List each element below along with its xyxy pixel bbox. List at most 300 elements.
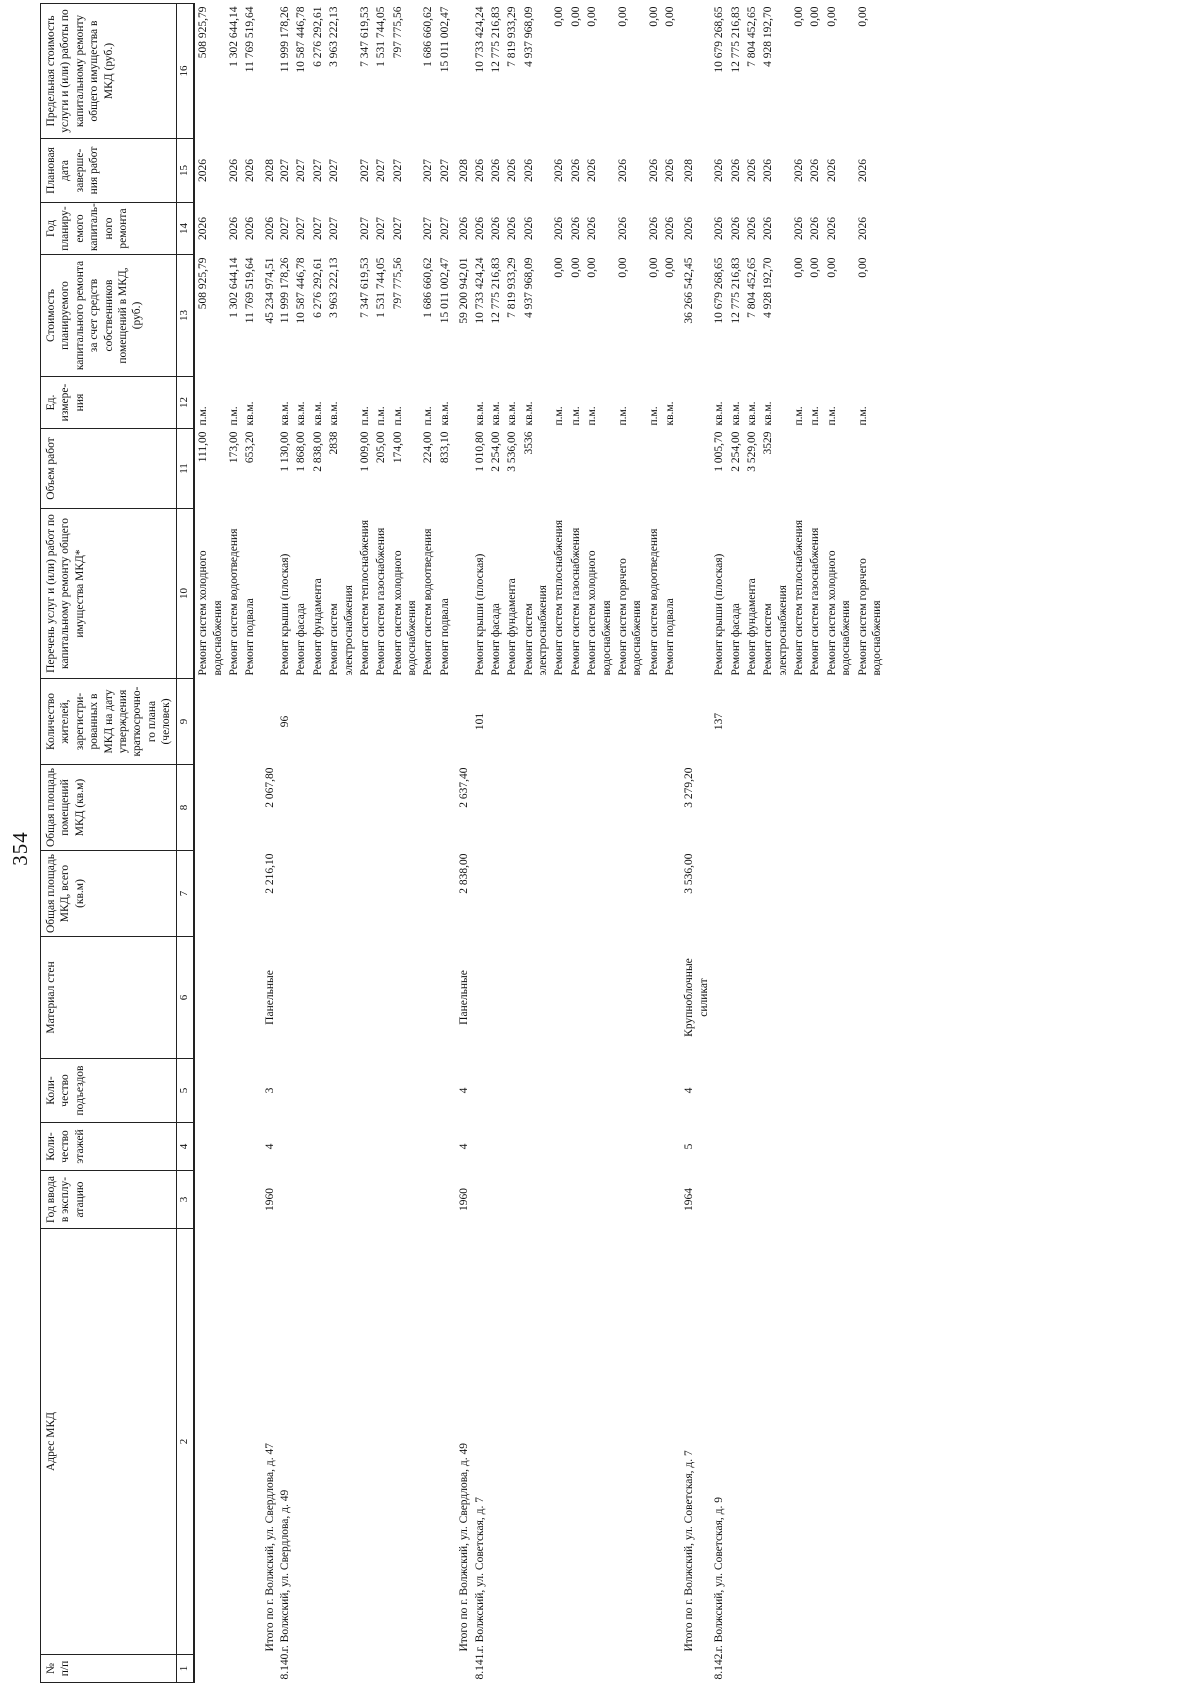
unit-cell	[259, 377, 278, 429]
work-volume-cell: 2838	[328, 431, 341, 455]
work-volume-cell: 2 254,00	[489, 431, 502, 472]
total-area-cell	[420, 851, 436, 937]
table-row	[551, 4, 567, 1683]
entrances-cell	[791, 1059, 807, 1123]
wall-material-cell	[278, 937, 293, 1059]
year-built-cell	[326, 1171, 357, 1229]
address-cell	[390, 1229, 421, 1655]
max-cost-cell: 0,00	[647, 6, 660, 27]
entrances-cell	[194, 1059, 226, 1123]
planned-cost-cell: 508 925,79	[197, 257, 210, 310]
unit-cell: п.м.	[793, 406, 805, 426]
planned-cost-cell: 0,00	[856, 257, 869, 278]
floors-cell	[437, 1123, 453, 1171]
premises-area-cell	[744, 765, 760, 851]
wall-material-cell	[760, 937, 791, 1059]
entrances-cell	[855, 1059, 886, 1123]
floors-cell	[420, 1123, 436, 1171]
column-header: Коли-чество этажей	[41, 1123, 177, 1171]
planned-cost-cell: 7 819 933,29	[506, 257, 519, 318]
work-type-cell: Ремонт фасада	[729, 603, 742, 676]
max-cost-cell: 1 302 644,14	[227, 6, 240, 67]
residents-cell	[728, 679, 744, 765]
residents-cell	[437, 679, 453, 765]
repair-year-cell: 2026	[197, 217, 210, 240]
address-cell	[226, 1229, 242, 1655]
completion-date-cell: 2026	[793, 159, 805, 182]
max-cost-cell: 0,00	[586, 6, 599, 27]
completion-date-cell: 2026	[856, 159, 869, 182]
year-built-cell	[521, 1171, 552, 1229]
wall-material-cell	[420, 937, 436, 1059]
premises-area-cell	[568, 765, 584, 851]
address-cell: г. Волжский, ул. Советская, д. 9	[713, 1497, 726, 1652]
entrances-cell	[390, 1059, 421, 1123]
column-number: 11	[177, 429, 194, 509]
repair-year-cell: 2027	[295, 217, 308, 240]
planned-cost-cell: 0,00	[825, 257, 838, 278]
work-volume-cell	[615, 429, 646, 509]
planned-cost-cell: 0,00	[664, 257, 676, 278]
row-number-cell	[242, 1655, 258, 1683]
completion-date-cell: 2027	[311, 159, 324, 182]
residents-cell	[646, 679, 662, 765]
repair-year-cell: 2027	[391, 217, 404, 240]
wall-material-cell	[584, 937, 615, 1059]
premises-area-cell	[194, 765, 226, 851]
floors-cell	[568, 1123, 584, 1171]
year-built-cell	[390, 1171, 421, 1229]
repair-year-cell: 2027	[375, 217, 388, 240]
repair-year-cell: 2026	[263, 217, 276, 240]
repair-year-cell: 2026	[586, 217, 599, 240]
work-volume-cell	[855, 429, 886, 509]
table-row	[504, 4, 520, 1683]
repair-year-cell: 2026	[616, 217, 629, 240]
repair-year-cell: 2026	[809, 217, 822, 240]
total-area-cell	[760, 851, 791, 937]
work-volume-cell	[259, 429, 278, 509]
address-cell	[437, 1229, 453, 1655]
unit-cell: кв.м.	[506, 401, 519, 426]
entrances-cell	[728, 1059, 744, 1123]
work-type-cell: Ремонт систем электроснабжения	[762, 585, 789, 676]
work-volume-cell: 3529	[762, 431, 775, 455]
floors-cell	[728, 1123, 744, 1171]
unit-cell: кв.м.	[279, 401, 291, 426]
work-volume-cell	[568, 429, 584, 509]
floors-cell	[744, 1123, 760, 1171]
premises-area-cell	[488, 765, 504, 851]
planned-cost-cell: 0,00	[793, 257, 805, 278]
unit-cell: п.м.	[809, 406, 822, 426]
wall-material-cell	[646, 937, 662, 1059]
residents-cell	[242, 679, 258, 765]
residents-cell: 101	[473, 712, 486, 731]
work-type-cell: Ремонт систем холодного водоснабжения	[825, 550, 853, 676]
work-type-cell: Ремонт систем водоотведения	[227, 528, 240, 676]
table-row	[807, 4, 823, 1683]
address-cell	[326, 1229, 357, 1655]
floors-cell	[390, 1123, 421, 1171]
residents-cell	[615, 679, 646, 765]
repair-year-cell: 2026	[729, 217, 742, 240]
premises-area-cell	[420, 765, 436, 851]
completion-date-cell: 2026	[197, 159, 210, 182]
column-number: 3	[177, 1171, 194, 1229]
completion-date-cell: 2026	[227, 159, 240, 182]
entrances-cell	[437, 1059, 453, 1123]
premises-area-cell	[615, 765, 646, 851]
unit-cell: кв.м.	[438, 401, 451, 426]
wall-material-cell	[373, 937, 389, 1059]
column-header: Стоимость планируемого капитального ремонта за счет средств собственников помещений в МКД, (руб.)	[41, 255, 177, 377]
work-type-cell: Ремонт систем газоснабжения	[809, 527, 822, 676]
table-row	[568, 4, 584, 1683]
unit-cell: кв.м.	[762, 401, 775, 426]
year-built-cell	[488, 1171, 504, 1229]
premises-area-cell	[437, 765, 453, 851]
table-row	[278, 4, 293, 1683]
year-built-cell	[293, 1171, 309, 1229]
max-cost-cell: 0,00	[569, 6, 582, 27]
repair-year-cell: 2027	[358, 217, 371, 240]
work-volume-cell	[678, 429, 712, 509]
work-type-cell: Ремонт систем теплоснабжения	[358, 519, 371, 676]
year-built-cell	[824, 1171, 855, 1229]
table-row	[824, 4, 855, 1683]
unit-cell: кв.м.	[295, 401, 308, 426]
work-volume-cell	[824, 429, 855, 509]
unit-cell: п.м.	[616, 406, 629, 426]
residents-cell	[824, 679, 855, 765]
column-header: Перечень услуг и (или) работ по капитальному ремонту общего имущества МКД*	[41, 509, 177, 679]
row-number-cell: 8.141.	[473, 1650, 486, 1680]
completion-date-cell: 2028	[458, 159, 471, 182]
unit-cell: п.м.	[227, 406, 240, 426]
completion-date-cell: 2026	[489, 159, 502, 182]
residents-cell	[259, 679, 278, 765]
wall-material-cell	[293, 937, 309, 1059]
residents-cell	[760, 679, 791, 765]
row-number-cell	[453, 1655, 472, 1683]
table-row	[310, 4, 326, 1683]
repair-year-cell: 2026	[664, 217, 676, 240]
floors-cell: 4	[458, 1143, 471, 1150]
row-number-cell	[662, 1655, 678, 1683]
floors-cell	[278, 1123, 293, 1171]
year-built-cell: 1960	[458, 1188, 471, 1211]
row-number-cell: 8.142.	[713, 1650, 726, 1680]
column-header: Плановая дата заверше-ния работ	[41, 139, 177, 203]
total-area-cell	[504, 851, 520, 937]
total-area-cell	[390, 851, 421, 937]
unit-cell: кв.м.	[729, 401, 742, 426]
column-number: 2	[177, 1229, 194, 1655]
premises-area-cell	[712, 765, 727, 851]
entrances-cell	[326, 1059, 357, 1123]
work-type-cell: Ремонт систем горячего водоснабжения	[616, 558, 644, 676]
work-type-cell: Ремонт крыши (плоская)	[279, 553, 291, 676]
total-area-cell	[712, 851, 727, 937]
floors-cell	[824, 1123, 855, 1171]
work-volume-cell	[646, 429, 662, 509]
entrances-cell: 4	[683, 1087, 696, 1094]
completion-date-cell: 2027	[328, 159, 341, 182]
column-number: 13	[177, 255, 194, 377]
row-number-cell	[584, 1655, 615, 1683]
work-volume-cell: 1 130,00	[279, 431, 291, 472]
total-row	[678, 4, 712, 1683]
total-area-cell: 3 536,00	[683, 853, 696, 894]
table-row	[488, 4, 504, 1683]
repair-year-cell: 2027	[422, 217, 435, 240]
residents-cell	[326, 679, 357, 765]
page-number: 354	[8, 831, 32, 866]
address-cell	[551, 1229, 567, 1655]
planned-cost-cell: 59 200 942,01	[458, 257, 471, 324]
year-built-cell	[551, 1171, 567, 1229]
wall-material-cell	[744, 937, 760, 1059]
column-number: 12	[177, 377, 194, 429]
year-built-cell	[646, 1171, 662, 1229]
work-type-cell: Ремонт систем электроснабжения	[328, 585, 355, 676]
max-cost-cell: 4 937 968,09	[522, 6, 535, 67]
floors-cell	[855, 1123, 886, 1171]
row-number-cell	[791, 1655, 807, 1683]
floors-cell	[551, 1123, 567, 1171]
table-row	[326, 4, 357, 1683]
year-built-cell	[584, 1171, 615, 1229]
completion-date-cell: 2026	[553, 159, 566, 182]
work-type-cell: Ремонт фундамента	[745, 578, 758, 676]
max-cost-cell: 10 679 268,65	[713, 6, 726, 73]
wall-material-cell	[504, 937, 520, 1059]
planned-cost-cell: 12 775 216,83	[729, 257, 742, 324]
premises-area-cell	[551, 765, 567, 851]
completion-date-cell: 2026	[616, 159, 629, 182]
residents-cell	[551, 679, 567, 765]
address-cell	[807, 1229, 823, 1655]
max-cost-cell: 7 347 619,53	[358, 6, 371, 67]
max-cost-cell: 1 531 744,05	[375, 6, 388, 67]
wall-material-cell	[437, 937, 453, 1059]
table-row	[855, 4, 886, 1683]
floors-cell	[646, 1123, 662, 1171]
residents-cell	[488, 679, 504, 765]
max-cost-cell: 11 769 519,64	[244, 6, 257, 73]
premises-area-cell	[728, 765, 744, 851]
wall-material-cell	[551, 937, 567, 1059]
table-row	[242, 4, 258, 1683]
residents-cell	[194, 679, 226, 765]
unit-cell: п.м.	[553, 406, 566, 426]
row-number-cell	[615, 1655, 646, 1683]
premises-area-cell	[824, 765, 855, 851]
entrances-cell	[488, 1059, 504, 1123]
address-cell	[824, 1229, 855, 1655]
column-number: 8	[177, 765, 194, 851]
repair-year-cell: 2026	[489, 217, 502, 240]
completion-date-cell: 2026	[244, 159, 257, 182]
premises-area-cell	[584, 765, 615, 851]
table-row	[760, 4, 791, 1683]
unit-cell: кв.м.	[745, 401, 758, 426]
planned-cost-cell: 36 266 542,45	[683, 257, 696, 324]
unit-cell: п.м.	[856, 406, 869, 426]
work-type-cell: Ремонт систем холодного водоснабжения	[391, 550, 418, 676]
premises-area-cell	[504, 765, 520, 851]
max-cost-cell: 7 804 452,65	[745, 6, 758, 67]
planned-cost-cell: 4 928 192,70	[762, 257, 775, 318]
wall-material-cell	[712, 937, 727, 1059]
repair-year-cell: 2026	[745, 217, 758, 240]
residents-cell	[855, 679, 886, 765]
residents-cell	[584, 679, 615, 765]
total-area-cell	[194, 851, 226, 937]
premises-area-cell	[310, 765, 326, 851]
column-number: 15	[177, 139, 194, 203]
entrances-cell	[744, 1059, 760, 1123]
repair-year-cell: 2026	[553, 217, 566, 240]
row-number-cell	[678, 1655, 712, 1683]
max-cost-cell: 3 963 222,13	[328, 6, 341, 67]
residents-cell: 96	[279, 715, 291, 728]
entrances-cell	[357, 1059, 373, 1123]
work-volume-cell: 205,00	[375, 431, 388, 464]
total-area-cell	[791, 851, 807, 937]
work-type-cell: Ремонт систем горячего водоснабжения	[856, 558, 883, 676]
year-built-cell	[194, 1171, 226, 1229]
planned-cost-cell: 0,00	[586, 257, 599, 278]
row-number-cell	[521, 1655, 552, 1683]
row-number-cell	[488, 1655, 504, 1683]
floors-cell	[226, 1123, 242, 1171]
address-cell	[760, 1229, 791, 1655]
completion-date-cell: 2027	[279, 159, 291, 182]
planned-cost-cell: 3 963 222,13	[328, 257, 341, 318]
work-type-cell: Ремонт подвала	[438, 598, 451, 676]
premises-area-cell	[791, 765, 807, 851]
table-row	[521, 4, 552, 1683]
residents-cell	[293, 679, 309, 765]
column-number: 6	[177, 937, 194, 1059]
completion-date-cell: 2027	[422, 159, 435, 182]
work-volume-cell	[807, 429, 823, 509]
table-row	[615, 4, 646, 1683]
column-header: Количество жителей, зарегистри-рованных в МКД на дату утверждения краткосрочно-го плана (человек)	[41, 679, 177, 765]
row-number-cell	[760, 1655, 791, 1683]
premises-area-cell	[807, 765, 823, 851]
repair-year-cell: 2026	[762, 217, 775, 240]
completion-date-cell: 2026	[825, 159, 838, 182]
year-built-cell	[855, 1171, 886, 1229]
planned-cost-cell: 10 679 268,65	[713, 257, 726, 324]
work-volume-cell	[453, 429, 472, 509]
unit-cell: п.м.	[422, 406, 435, 426]
planned-cost-cell: 12 775 216,83	[489, 257, 502, 324]
table-row	[744, 4, 760, 1683]
work-type-cell	[453, 509, 472, 679]
completion-date-cell: 2027	[358, 159, 371, 182]
planned-cost-cell: 45 234 974,51	[263, 257, 276, 324]
column-number: 9	[177, 679, 194, 765]
floors-cell	[293, 1123, 309, 1171]
column-number: 4	[177, 1123, 194, 1171]
address-cell: г. Волжский, ул. Свердлова, д. 49	[279, 1489, 291, 1652]
repair-year-cell: 2026	[793, 217, 805, 240]
floors-cell	[473, 1123, 488, 1171]
year-built-cell: 1964	[683, 1188, 696, 1211]
completion-date-cell: 2026	[762, 159, 775, 182]
floors-cell	[584, 1123, 615, 1171]
address-cell	[791, 1229, 807, 1655]
header-row	[41, 4, 177, 1683]
residents-cell	[453, 679, 472, 765]
address-cell	[728, 1229, 744, 1655]
table-row	[293, 4, 309, 1683]
total-row	[259, 4, 278, 1683]
year-built-cell	[437, 1171, 453, 1229]
repair-year-cell: 2026	[244, 217, 257, 240]
unit-cell: п.м.	[358, 406, 371, 426]
column-header: Материал стен	[41, 937, 177, 1059]
residents-cell	[744, 679, 760, 765]
column-header: Ед. измере-ния	[41, 377, 177, 429]
address-cell	[310, 1229, 326, 1655]
work-type-cell: Ремонт систем электроснабжения	[522, 585, 549, 676]
wall-material-cell	[521, 937, 552, 1059]
work-volume-cell: 2 254,00	[729, 431, 742, 472]
work-type-cell: Ремонт систем газоснабжения	[569, 527, 582, 676]
year-built-cell	[791, 1171, 807, 1229]
address-cell	[744, 1229, 760, 1655]
unit-cell: п.м.	[647, 406, 660, 426]
year-built-cell	[242, 1171, 258, 1229]
work-volume-cell	[791, 429, 807, 509]
work-volume-cell: 1 005,70	[713, 431, 726, 472]
completion-date-cell: 2026	[745, 159, 758, 182]
year-built-cell	[760, 1171, 791, 1229]
repair-year-cell: 2027	[311, 217, 324, 240]
work-volume-cell: 1 868,00	[295, 431, 308, 472]
premises-area-cell: 2 637,40	[458, 767, 471, 808]
entrances-cell	[310, 1059, 326, 1123]
work-type-cell: Ремонт систем теплоснабжения	[793, 519, 805, 676]
floors-cell: 5	[683, 1143, 696, 1150]
wall-material-cell	[242, 937, 258, 1059]
address-cell: г. Волжский, ул. Советская, д. 7	[473, 1497, 486, 1652]
entrances-cell: 3	[263, 1087, 276, 1094]
repair-year-cell: 2026	[713, 217, 726, 240]
entrances-cell	[293, 1059, 309, 1123]
total-area-cell	[326, 851, 357, 937]
column-header: Год ввода в эксплу-атацию	[41, 1171, 177, 1229]
planned-cost-cell: 0,00	[553, 257, 566, 278]
completion-date-cell: 2027	[391, 159, 404, 182]
entrances-cell	[615, 1059, 646, 1123]
premises-area-cell	[278, 765, 293, 851]
work-volume-cell	[584, 429, 615, 509]
work-type-cell: Ремонт систем водоотведения	[647, 528, 660, 676]
year-built-cell	[615, 1171, 646, 1229]
row-number-cell	[420, 1655, 436, 1683]
total-area-cell	[568, 851, 584, 937]
wall-material-cell	[824, 937, 855, 1059]
entrances-cell	[646, 1059, 662, 1123]
total-area-cell	[807, 851, 823, 937]
completion-date-cell: 2028	[683, 159, 696, 182]
